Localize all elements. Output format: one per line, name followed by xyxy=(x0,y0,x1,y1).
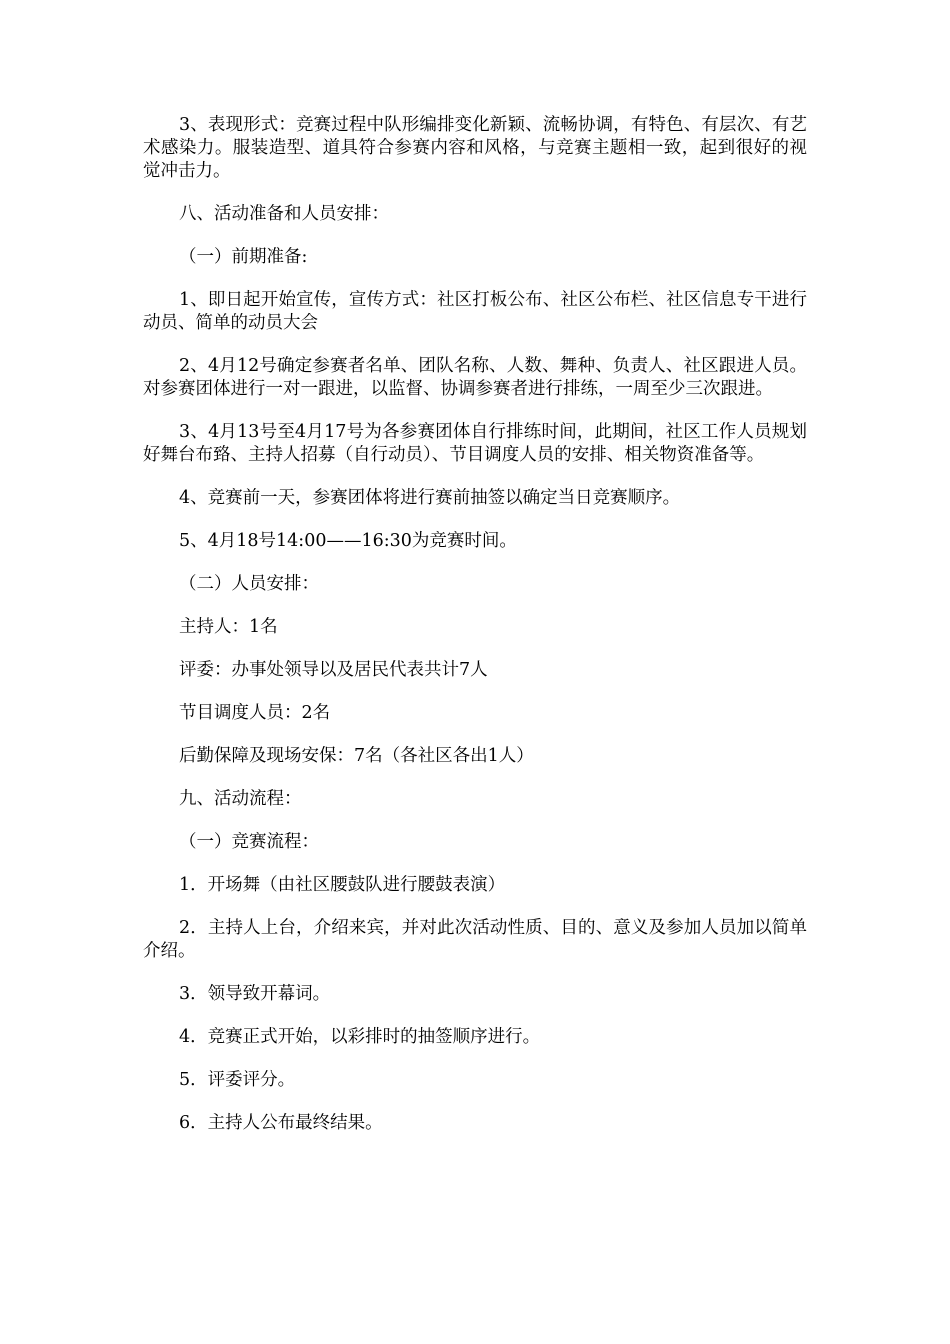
paragraph-step-6: 6．主持人公布最终结果。 xyxy=(179,1113,383,1133)
document-body xyxy=(143,114,807,1155)
paragraph-step-5: 5．评委评分。 xyxy=(179,1070,296,1090)
subheading-early-preparation: （一）前期准备: xyxy=(179,247,308,267)
paragraph-step-1: 1．开场舞（由社区腰鼓队进行腰鼓表演） xyxy=(179,875,506,895)
paragraph-registration: 2、4月12号确定参赛者名单、团队名称、人数、舞种、负责人、社区跟进人员。对参赛团体进行一对一跟进，以监督、协调参赛者进行排练，一周至少三次跟进。 xyxy=(143,356,807,399)
paragraph-logistics-security: 后勤保障及现场安保：7名（各社区各出1人） xyxy=(179,746,534,766)
subheading-competition-process: （一）竞赛流程： xyxy=(179,832,319,852)
paragraph-step-3: 3．领导致开幕词。 xyxy=(179,984,331,1004)
paragraph-performance-form: 3、表现形式：竞赛过程中队形编排变化新颖、流畅协调，有特色、有层次、有艺术感染力。服装造型、道具符合参赛内容和风格，与竞赛主题相一致，起到很好的视觉冲击力。 xyxy=(143,115,807,181)
paragraph-step-2: 2．主持人上台，介绍来宾，并对此次活动性质、目的、意义及参加人员加以简单介绍。 xyxy=(143,918,807,961)
heading-preparation-staffing: 八、活动准备和人员安排： xyxy=(179,204,389,224)
paragraph-step-4: 4．竞赛正式开始，以彩排时的抽签顺序进行。 xyxy=(179,1027,541,1047)
paragraph-publicity: 1、即日起开始宣传，宣传方式：社区打板公布、社区公布栏、社区信息专干进行动员、简单的动员大会 xyxy=(143,290,807,333)
paragraph-competition-time: 5、4月18号14:00——16:30为竞赛时间。 xyxy=(179,531,517,551)
paragraph-judges: 评委：办事处领导以及居民代表共计7人 xyxy=(179,660,488,680)
paragraph-rehearsal: 3、4月13号至4月17号为各参赛团体自行排练时间，此期间，社区工作人员规划好舞台布臵、主持人招募（自行动员）、节目调度人员的安排、相关物资准备等。 xyxy=(143,422,807,465)
paragraph-lottery: 4、竞赛前一天，参赛团体将进行赛前抽签以确定当日竞赛顺序。 xyxy=(179,488,681,508)
paragraph-host: 主持人：1名 xyxy=(179,617,278,637)
paragraph-program-coordinators: 节目调度人员：2名 xyxy=(179,703,331,723)
subheading-staffing: （二）人员安排： xyxy=(179,574,319,594)
heading-activity-process: 九、活动流程： xyxy=(179,789,302,809)
